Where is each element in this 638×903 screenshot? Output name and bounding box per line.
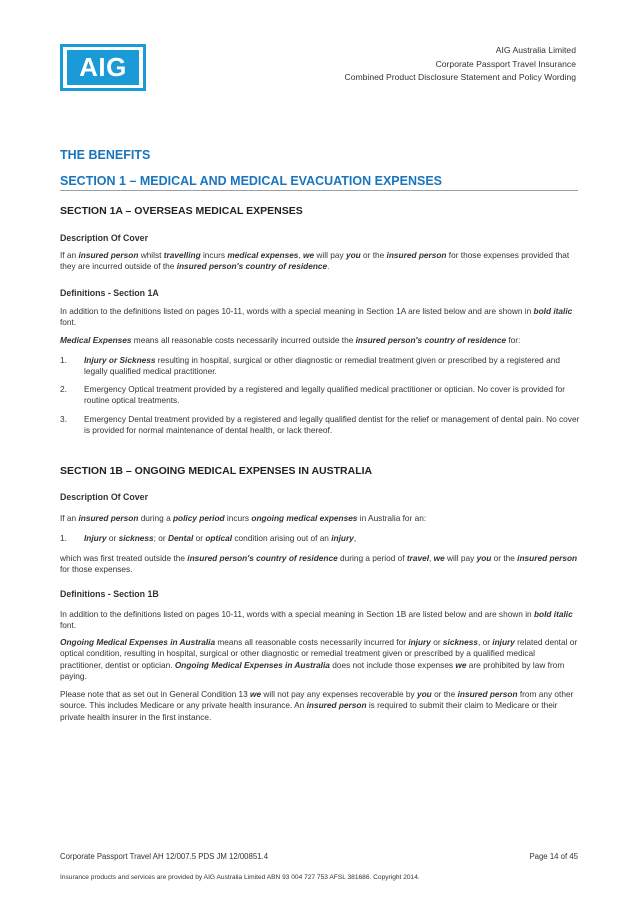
- header-company: AIG Australia Limited: [495, 45, 576, 55]
- section-1b-definitions-heading: Definitions - Section 1B: [60, 589, 159, 599]
- ongoing-medical-expenses-definition: Ongoing Medical Expenses in Australia means all reasonable costs necessarily incurred for injury or sickness, or injury related dental or optical condition, resulting in hospital, surgical or other diagnostic or remedial treatment given or prescribed by a qualified medical practitioner, dentist or optician. Ongoing Medical Expenses in Australia does not include those expenses we are prohibited by law from paying.: [60, 637, 578, 681]
- list-item: 2. Emergency Optical treatment provided by a registered and legally qualified medical practitioner or optician. No cover is provided for routine optical treatments.: [60, 384, 566, 406]
- header-product: Corporate Passport Travel Insurance: [435, 58, 576, 69]
- footer-legal-notice: Insurance products and services are provided by AIG Australia Limited ABN 93 004 727 753 AFSL 381686. Copyright 2014.: [60, 874, 420, 881]
- footer-document-code: Corporate Passport Travel AH 12/007.5 PDS JM 12/00851.4: [60, 852, 269, 861]
- footer-page-number: Page 14 of 45: [529, 852, 578, 861]
- list-item: 1. Injury or Sickness resulting in hospital, surgical or other diagnostic or remedial treatment given or prescribed by a registered and legally qualified medical practitioner.: [60, 355, 560, 377]
- aig-logo-text: AIG: [67, 50, 139, 85]
- aig-logo: [60, 44, 146, 91]
- medicare-note: Please note that as set out in General Condition 13 we will not pay any expenses recoverable by you or the insured person from any other source. This includes Medicare or any private health insurance. An insured person is required to submit their claim to Medicare or their private health insurer in the first instance.: [60, 689, 574, 722]
- section-divider: [60, 190, 578, 191]
- section-1b-payment-text: which was first treated outside the insured person's country of residence during a period of travel, we will pay you or the insured person for those expenses.: [60, 553, 578, 575]
- section-1a-definitions-heading: Definitions - Section 1A: [60, 288, 159, 298]
- section-1b-title: SECTION 1B – ONGOING MEDICAL EXPENSES IN AUSTRALIA: [60, 465, 373, 477]
- list-item: 1. Injury or sickness; or Dental or optical condition arising out of an injury,: [60, 533, 357, 543]
- section-1b-description-heading: Description Of Cover: [60, 492, 148, 502]
- section-1a-description: If an insured person whilst travelling incurs medical expenses, we will pay you or the insured person for those expenses provided that they are incurred outside of the insured person's country of residence.: [60, 250, 570, 272]
- section-1b-description: If an insured person during a policy period incurs ongoing medical expenses in Australia for an:: [60, 513, 427, 523]
- section-1a-title: SECTION 1A – OVERSEAS MEDICAL EXPENSES: [60, 205, 303, 217]
- section-1b-definitions-intro: In addition to the definitions listed on pages 10-11, words with a special meaning in Section 1B are listed below and are shown in bold italic font.: [60, 609, 573, 631]
- header-document: Combined Product Disclosure Statement and Policy Wording: [344, 72, 576, 82]
- section-1a-description-heading: Description Of Cover: [60, 233, 148, 243]
- list-item: 3. Emergency Dental treatment provided by a registered and legally qualified dentist for the relief or management of dental pain. No cover is provided for normal maintenance of dental health, or lack thereof.: [60, 414, 580, 436]
- medical-expenses-definition: Medical Expenses means all reasonable costs necessarily incurred outside the insured person's country of residence for:: [60, 335, 521, 345]
- page-title: THE BENEFITS: [60, 148, 151, 162]
- section-1a-definitions-intro: In addition to the definitions listed on pages 10-11, words with a special meaning in Section 1A are listed below and are shown in bold italic font.: [60, 306, 573, 328]
- document-header: [344, 44, 576, 85]
- section-1-title: SECTION 1 – MEDICAL AND MEDICAL EVACUATION EXPENSES: [60, 174, 442, 188]
